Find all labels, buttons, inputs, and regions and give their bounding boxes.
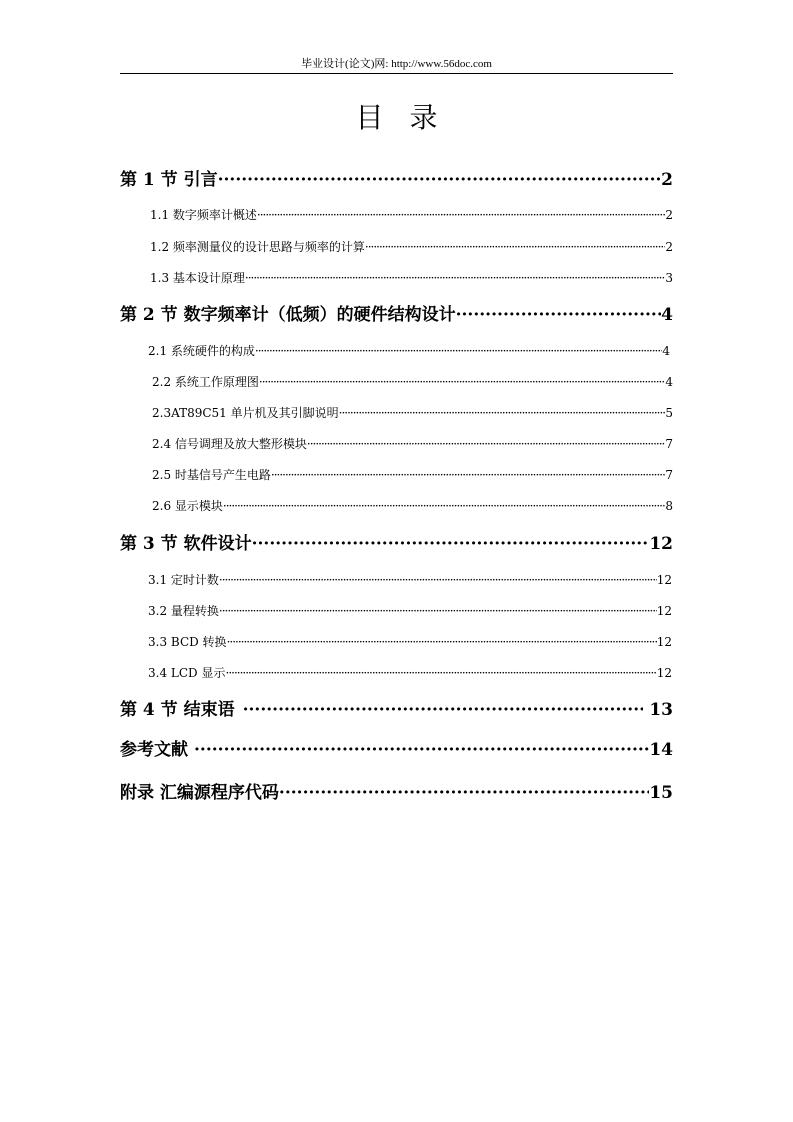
toc-entry-2-6[interactable]: [152, 497, 673, 515]
toc-entry-2-2[interactable]: [152, 373, 673, 391]
toc-entry-page: 4: [661, 305, 673, 325]
toc-entry-page: 13: [649, 700, 673, 720]
toc-title-char-1: 目: [355, 101, 384, 134]
toc-entry-page: 12: [656, 573, 672, 587]
toc-leader-dots: [219, 571, 657, 589]
toc-leader-dots: [257, 206, 665, 224]
toc-entry-3-2[interactable]: [148, 602, 672, 620]
toc-leader-dots: [218, 168, 662, 192]
toc-entry-label: 2.4 信号调理及放大整形模块: [152, 437, 307, 451]
toc-leader-dots: [223, 497, 665, 515]
toc-leader-dots: [271, 466, 665, 484]
toc-entry-3-3[interactable]: [148, 633, 672, 651]
toc-entry-label: 1.3 基本设计原理: [150, 271, 245, 285]
toc-entry-section-1[interactable]: [120, 168, 673, 192]
toc-leader-dots: [339, 404, 666, 422]
toc-entry-label: 1.1 数字频率计概述: [150, 208, 257, 222]
toc-entry-page: 3: [665, 271, 673, 285]
toc-entry-page: 5: [665, 406, 673, 420]
toc-entry-section-3[interactable]: [120, 532, 673, 556]
toc-entry-label: 2.6 显示模块: [152, 499, 223, 513]
toc-entry-page: 7: [665, 437, 673, 451]
toc-leader-dots: [252, 532, 650, 556]
toc-entry-label: 3.3 BCD 转换: [148, 635, 227, 649]
toc-entry-2-4[interactable]: [152, 435, 673, 453]
toc-leader-dots: [227, 633, 657, 651]
toc-entry-page: 2: [661, 170, 673, 190]
toc-leader-dots: [307, 435, 665, 453]
toc-entry-label: 第 4 节 结束语: [120, 700, 235, 720]
page-header: 毕业设计(论文)网: http://www.56doc.com: [301, 58, 492, 70]
toc-leader-dots: [219, 602, 657, 620]
toc-entry-label: 附录 汇编源程序代码: [120, 783, 279, 803]
toc-title-char-2: 录: [409, 101, 438, 134]
toc-leader-dots: [226, 664, 657, 682]
toc-entry-appendix[interactable]: [120, 781, 673, 805]
toc-title: [0, 100, 793, 136]
toc-entry-1-2[interactable]: [150, 238, 673, 256]
toc-leader-dots: [456, 303, 662, 327]
toc-entry-label: 参考文献: [120, 740, 188, 760]
toc-entry-page: 4: [662, 344, 670, 358]
toc-entry-label: 2.1 系统硬件的构成: [148, 344, 255, 358]
toc-entry-label: 3.4 LCD 显示: [148, 666, 226, 680]
toc-entry-label: 第 3 节 软件设计: [120, 534, 252, 554]
toc-entry-page: 12: [649, 534, 673, 554]
toc-entry-1-3[interactable]: [150, 269, 673, 287]
toc-entry-2-5[interactable]: [152, 466, 673, 484]
toc-entry-page: 14: [649, 740, 673, 760]
toc-entry-3-4[interactable]: [148, 664, 672, 682]
header-rule: [120, 73, 673, 74]
toc-leader-dots: [194, 738, 649, 762]
toc-entry-1-1[interactable]: [150, 206, 673, 224]
toc-entry-label: 第 2 节 数字频率计（低频）的硬件结构设计: [120, 305, 456, 325]
toc-entry-3-1[interactable]: [148, 571, 672, 589]
toc-entry-page: 15: [649, 783, 673, 803]
toc-leader-dots: [243, 698, 644, 722]
toc-entry-page: 8: [665, 499, 673, 513]
toc-leader-dots: [255, 342, 662, 360]
toc-entry-label: 2.3AT89C51 单片机及其引脚说明: [152, 406, 339, 420]
toc-entry-label: 3.2 量程转换: [148, 604, 219, 618]
toc-entry-label: 1.2 频率测量仪的设计思路与频率的计算: [150, 240, 365, 254]
toc-entry-page: 12: [656, 604, 672, 618]
toc-leader-dots: [259, 373, 665, 391]
toc-entry-page: 12: [656, 666, 672, 680]
toc-entry-references[interactable]: [120, 738, 673, 762]
toc-entry-page: 12: [656, 635, 672, 649]
toc-entry-page: 4: [665, 375, 673, 389]
toc-entry-section-4[interactable]: [120, 698, 673, 722]
toc-leader-dots: [245, 269, 665, 287]
toc-entry-2-1[interactable]: [148, 342, 670, 360]
toc-entry-page: 7: [665, 468, 673, 482]
toc-entry-2-3[interactable]: [152, 404, 673, 422]
toc-entry-page: 2: [665, 240, 673, 254]
toc-leader-dots: [365, 238, 665, 256]
toc-entry-label: 3.1 定时计数: [148, 573, 219, 587]
toc-entry-page: 2: [665, 208, 673, 222]
toc-leader-dots: [279, 781, 649, 805]
toc-entry-section-2[interactable]: [120, 303, 673, 327]
toc-entry-label: 2.2 系统工作原理图: [152, 375, 259, 389]
toc-entry-label: 第 1 节 引言: [120, 170, 218, 190]
toc-entry-label: 2.5 时基信号产生电路: [152, 468, 271, 482]
